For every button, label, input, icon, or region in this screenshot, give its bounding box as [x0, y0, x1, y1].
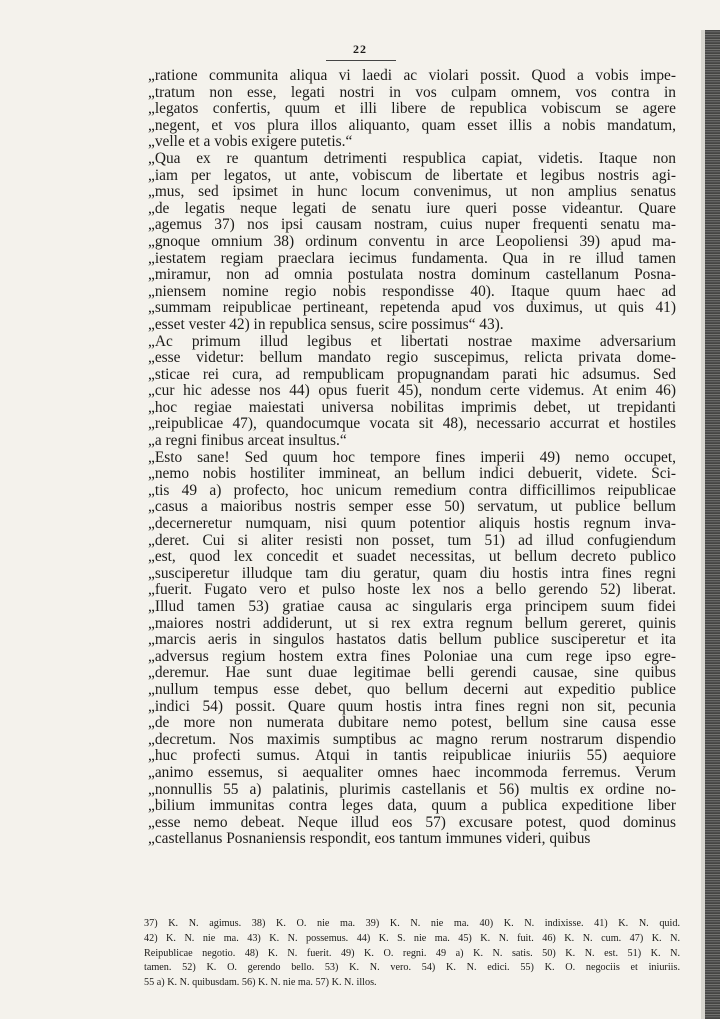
text-line: „agemus 37) nos ipsi causam nostram, cuius nuper frequenti senatu ma-: [148, 217, 676, 234]
text-line: „nullum tempus esse debet, quo bellum decerni aut expeditio publice: [148, 681, 676, 698]
scan-margin-strip: [705, 30, 720, 1019]
text-line: „maiores nostri addiderunt, ut si rex extra regnum bellum gereret, quinis: [148, 615, 676, 632]
text-line: „cur hic adesse nos 44) opus fuerit 45), nondum certe videmus. At enim 46): [148, 383, 676, 400]
text-line: „deret. Cui si aliter resisti non posset, tum 51) ad illud confugiendum: [148, 532, 676, 549]
text-line: „velle et a vobis exigere putetis.“: [148, 134, 353, 151]
text-line: „de legatis neque legati de senatu iure queri posse videantur. Quare: [148, 200, 676, 217]
text-line: „summam reipublicae pertineant, repetenda apud vos duximus, ut quis 41): [148, 300, 676, 317]
footnote-line: tamen. 52) K. O. gerendo bello. 53) K. N. vero. 54) K. N. edici. 55) K. O. negociis et iniuriis.: [144, 962, 680, 974]
text-line: „tratum non esse, legati nostri in vos culpam omnem, vos contra in: [148, 84, 676, 101]
text-line: „esset vester 42) in republica sensus, scire possimus“ 43).: [148, 316, 504, 333]
text-line: „Esto sane! Sed quum hoc tempore fines imperii 49) nemo occupet,: [148, 449, 676, 466]
text-line: „a regni finibus arceat insultus.“: [148, 433, 347, 450]
text-line: „ratione communita aliqua vi laedi ac violari possit. Quod a vobis impe-: [148, 68, 676, 84]
text-line: „gnoque omnium 38) ordinum conventu in arce Leopoliensi 39) apud ma-: [148, 233, 676, 250]
page-number-rule: [326, 60, 396, 61]
text-line: „marcis aeris in singulos hastatos datis bellum publice susciperetur et ita: [148, 632, 676, 649]
text-line: „reipublicae 47), quandocumque vocata sit 48), necessario accurrat et hostiles: [148, 416, 676, 433]
text-line: „decretum. Nos maximis sumptibus ac magno rerum nostrarum dispendio: [148, 731, 676, 748]
footnote-line: 42) K. N. nie ma. 43) K. N. possemus. 44) K. S. nie ma. 45) K. N. fuit. 46) K. N. cum. 47) K. N.: [144, 932, 680, 944]
text-line: „fuerit. Fugato vero et pulso hoste lex nos a bello gerendo 52) liberat.: [148, 582, 676, 599]
text-line: „niensem nomine regio nobis respondisse 40). Itaque quum haec ad: [148, 283, 676, 300]
footnotes: [144, 917, 680, 991]
text-line: „negent, et vos plura illos aliquanto, quam esset illis a nobis mandatum,: [148, 117, 676, 134]
text-line: „Illud tamen 53) gratiae causa ac singularis erga principem suum fidei: [148, 599, 676, 615]
text-line: „nemo nobis hostiliter immineat, an bellum indici debuerit, videte. Sci-: [148, 466, 676, 483]
text-line: „castellanus Posnaniensis respondit, eos tantum immunes videri, quibus: [148, 831, 591, 848]
text-line: „est, quod lex concedit et suadet necessitas, ut bellum decreto publico: [148, 549, 676, 566]
text-line: „nonnullis 55 a) palatinis, plurimis castellanis et 56) multis ex ordine no-: [148, 781, 676, 798]
text-line: „animo essemus, si aequaliter omnes haec incommoda ferremus. Verum: [148, 764, 676, 781]
text-line: „legatos confertis, quum et illi libere de republica vobiscum se agere: [148, 101, 676, 118]
text-line: „esse nemo debeat. Neque illud eos 57) excusare potest, quod dominus: [148, 814, 676, 831]
text-line: „Qua ex re quantum detrimenti respublica capiat, videtis. Itaque non: [148, 150, 676, 167]
page-number: 22: [353, 42, 367, 56]
text-line: „miramur, non ad omnia postulata nostra dominum castellanum Posna-: [148, 267, 676, 284]
text-line: „hoc regiae maiestati universa nobilitas imprimis debet, ut trepidanti: [148, 399, 676, 416]
text-line: „mus, sed ipsimet in hunc locum convenimus, ut non amplius senatus: [148, 184, 676, 201]
text-line: „decerneretur numquam, nisi quum potentior aliquis hostis regnum inva-: [148, 516, 676, 533]
text-line: „tis 49 a) profecto, hoc unicum remedium contra difficillimos reipublicae: [148, 482, 676, 499]
text-line: „sticae rei cura, ad rempublicam propugnandam parati hic adsumus. Sed: [148, 366, 676, 383]
text-line: „indici 54) possit. Quare quum hostis intra fines regni non sit, pecunia: [148, 698, 676, 715]
main-text: [148, 68, 676, 848]
text-line: „Ac primum illud legibus et libertati nostrae maxime adversarium: [148, 333, 676, 350]
text-line: „iam per legatos, ut ante, vobiscum de libertate et legibus nostris agi-: [148, 167, 676, 184]
text-line: „bilium immunitas contra leges data, quum a publica expeditione liber: [148, 798, 676, 815]
text-line: „esse videtur: bellum mandato regio suscepimus, relicta privata dome-: [148, 350, 676, 367]
footnote-line: Reipublicae negotio. 48) K. N. fuerit. 49) K. O. regni. 49 a) K. N. satis. 50) K. N. est. 51) K. N.: [144, 947, 680, 959]
text-line: „deremur. Hae sunt duae legitimae belli gerendi causae, sine quibus: [148, 665, 676, 682]
text-line: „huc profecti sumus. Atqui in tantis reipublicae iniuriis 55) aequiore: [148, 748, 676, 765]
footnote-line: 55 a) K. N. quibusdam. 56) K. N. nie ma. 57) K. N. illos.: [144, 977, 377, 989]
text-line: „susciperetur illudque tam diu geratur, quam diu hostis intra fines regni: [148, 565, 676, 582]
text-line: „iestatem regiam praeclara iecimus fundamenta. Qua in re illud tamen: [148, 250, 676, 267]
text-line: „de more non numerata dubitare nemo potest, bellum sine causa esse: [148, 715, 676, 732]
text-line: „casus a maioribus nostris semper esse 50) servatum, ut publice bellum: [148, 499, 676, 516]
footnote-line: 37) K. N. agimus. 38) K. O. nie ma. 39) K. N. nie ma. 40) K. N. indixisse. 41) K. N. quid.: [144, 918, 680, 929]
text-line: „adversus regium hostem extra fines Poloniae una cum rege ipso egre-: [148, 648, 676, 665]
